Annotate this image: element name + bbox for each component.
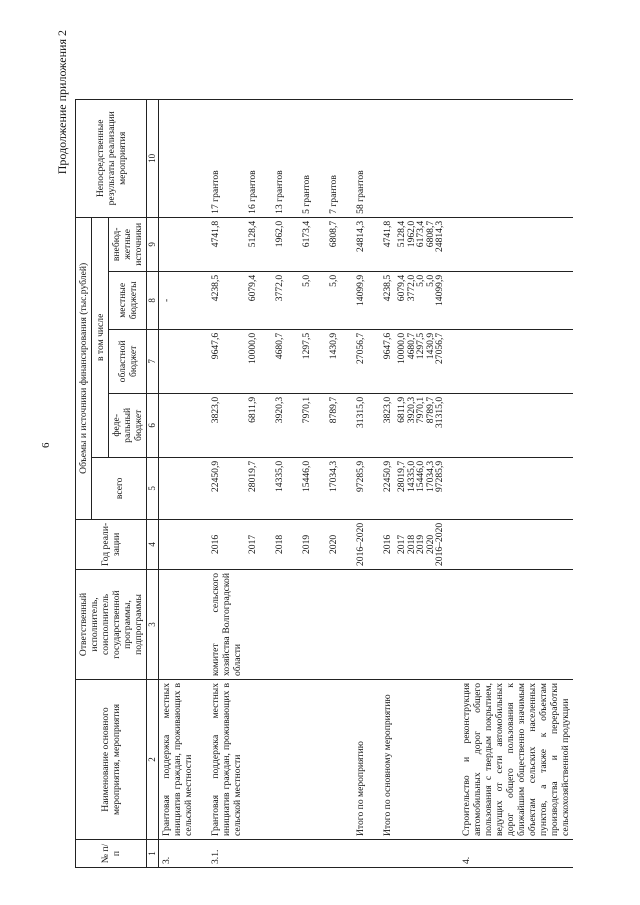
header-year: Год реали- зации <box>76 519 147 569</box>
cell-extra: 4741,8 <box>380 217 395 271</box>
cell-extra: 24814,3 <box>353 217 368 271</box>
header-executor: Ответственный исполнитель, соисполнитель государственной программы, подпрограммы <box>76 570 147 680</box>
cell-year: 2020 <box>326 519 341 569</box>
total-row <box>353 99 368 867</box>
cell-extra: 5128,4 <box>245 217 260 271</box>
cell-local: 4238,5 <box>380 271 395 329</box>
cell-locals-stack: 6079,4 3772,0 5,0 5,0 14099,9 <box>395 271 447 329</box>
cell-year: 2019 <box>299 519 314 569</box>
cell-federal: 3823,0 <box>208 393 245 457</box>
header-num: № п/п <box>76 840 147 868</box>
cell-federals-stack: 6811,9 3920,3 7970,1 8789,7 31315,0 <box>395 393 447 457</box>
cell-years-stack: 2017 2018 2019 2020 2016–2020 <box>395 519 447 569</box>
cell-regional: 4680,7 <box>272 329 287 393</box>
cell-local: 6079,4 <box>245 271 260 329</box>
cell-result: 58 грантов <box>353 99 368 217</box>
header-extra: внебюд- жетные источники <box>109 217 147 271</box>
row-name: Грантовая поддержка местных инициатив граждан, проживающих в сельской местности <box>208 680 245 840</box>
cell-regional: 9647,6 <box>208 329 245 393</box>
col-number: 6 <box>147 393 158 457</box>
row-name: Итого по основному мероприятию <box>380 680 395 840</box>
header-federal: феде- ральный бюджет <box>109 393 147 457</box>
rotated-sheet <box>53 18 613 868</box>
cell-regional: 9647,6 <box>380 329 395 393</box>
cell-total: 15446,0 <box>299 457 314 519</box>
cell-extra: 1962,0 <box>272 217 287 271</box>
header-local: местные бюджеты <box>109 271 147 329</box>
table-row <box>272 99 287 867</box>
header-name: Наименование основного мероприятия, мероприятия <box>76 680 147 840</box>
cell-regionals-stack: 10000,0 4680,7 1297,5 1430,9 27056,7 <box>395 329 447 393</box>
cell-totals-stack: 28019,7 14335,0 15446,0 17034,3 97285,9 <box>395 457 447 519</box>
row-executor: комитет сельского хозяйства Волгоградской области <box>208 570 245 680</box>
cell-year: 2016 <box>208 519 245 569</box>
header-incl: в том числе <box>92 217 109 457</box>
table-row <box>326 99 341 867</box>
cell-year: 2017 <box>245 519 260 569</box>
col-number: 1 <box>147 840 158 868</box>
table-row <box>299 99 314 867</box>
cell-extra: 6173,4 <box>299 217 314 271</box>
row-name: Грантовая поддержка местных инициатив граждан, проживающих в сельской местности <box>158 680 196 840</box>
cell-federal: 31315,0 <box>353 393 368 457</box>
cell-regional: 1430,9 <box>326 329 341 393</box>
cell-result: 7 грантов <box>326 99 341 217</box>
cell-year: 2016–2020 <box>353 519 368 569</box>
row-num: 3.1. <box>208 840 245 868</box>
funding-table <box>75 99 573 868</box>
cell-total: 22450,9 <box>208 457 245 519</box>
cell-total: 28019,7 <box>245 457 260 519</box>
cell-regional: 27056,7 <box>353 329 368 393</box>
cell-result: 16 грантов <box>245 99 260 217</box>
col-number: 4 <box>147 519 158 569</box>
header-results: Непосредственные результаты реализации мероприятия <box>76 99 147 217</box>
row-num: 3. <box>158 840 196 868</box>
header-funding: Объемы и источники финансирования (тыс.рублей) <box>76 217 92 519</box>
table-row <box>208 99 245 867</box>
cell-federal: 6811,9 <box>245 393 260 457</box>
cell-result: 5 грантов <box>299 99 314 217</box>
cell-regional: 10000,0 <box>245 329 260 393</box>
row-num: 4. <box>459 840 573 868</box>
header-regional: областной бюджет <box>109 329 147 393</box>
cell-local: 5,0 <box>326 271 341 329</box>
cell-total: 17034,3 <box>326 457 341 519</box>
col-number: 2 <box>147 680 158 840</box>
header-total: всего <box>92 457 147 519</box>
cell-local: 14099,9 <box>353 271 368 329</box>
appendix-title: Продолжение приложения 2 <box>55 30 69 175</box>
col-number: 5 <box>147 457 158 519</box>
cell-extra: 6808,7 <box>326 217 341 271</box>
cell-federal: 3920,3 <box>272 393 287 457</box>
cell-local: 4238,5 <box>208 271 245 329</box>
total-row-stacked <box>395 99 447 867</box>
table-row <box>158 99 196 867</box>
table-row <box>245 99 260 867</box>
cell-year: 2018 <box>272 519 287 569</box>
col-number: 7 <box>147 329 158 393</box>
cell-extras-stack: 5128,4 1962,0 6173,4 6808,7 24814,3 <box>395 217 447 271</box>
cell-year: 2016 <box>380 519 395 569</box>
cell-total: 22450,9 <box>380 457 395 519</box>
cell-federal: 7970,1 <box>299 393 314 457</box>
cell-regional: 1297,5 <box>299 329 314 393</box>
page-number: 6 <box>40 442 52 448</box>
col-number: 9 <box>147 217 158 271</box>
cell-local: 3772,0 <box>272 271 287 329</box>
cell-total: 14335,0 <box>272 457 287 519</box>
cell-local: 5,0 <box>299 271 314 329</box>
table-row <box>459 99 573 867</box>
cell-result: 17 грантов <box>208 99 245 217</box>
cell-federal: 8789,7 <box>326 393 341 457</box>
total-row <box>380 99 395 867</box>
row-dash: - <box>158 271 196 329</box>
col-number: 8 <box>147 271 158 329</box>
row-name: Строительство и реконструкция автомобильных дорог общего пользования с твердым покрытием, ведущих от сети автомобильных дорог общего пользования к ближайшим общественно значимым объектам сельских населенных пунктов, а также к объектам производства и переработки сельскохозяйственной продукции <box>459 680 573 840</box>
cell-total: 97285,9 <box>353 457 368 519</box>
cell-extra: 4741,8 <box>208 217 245 271</box>
cell-result: 13 грантов <box>272 99 287 217</box>
col-number: 10 <box>147 99 158 217</box>
col-number: 3 <box>147 570 158 680</box>
row-name: Итого по мероприятию <box>353 680 368 840</box>
cell-federal: 3823,0 <box>380 393 395 457</box>
